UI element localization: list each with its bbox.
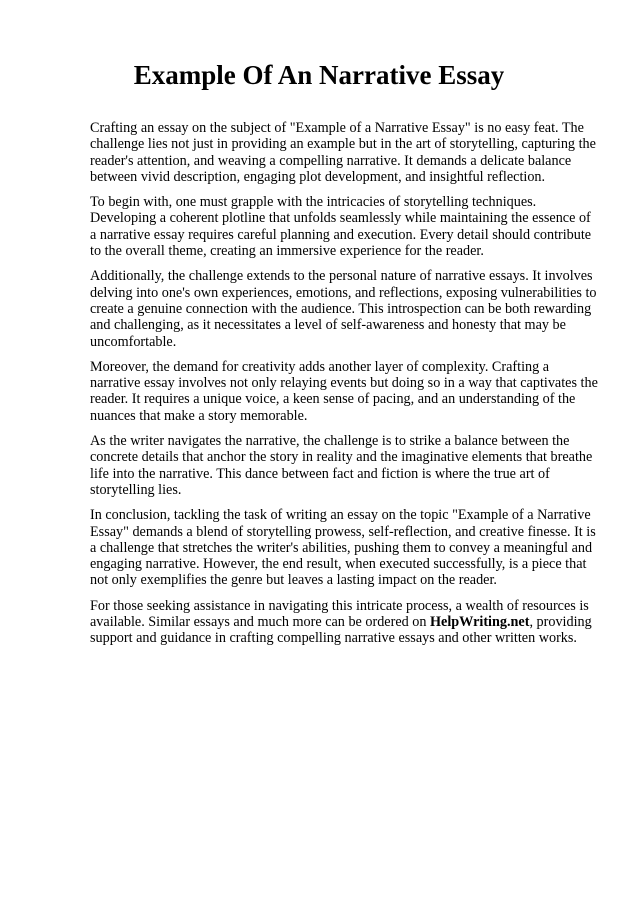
document-body [90,120,598,656]
paragraph-1: Crafting an essay on the subject of "Example of a Narrative Essay" is no easy feat. The challenge lies not just in providing an example but in the art of storytelling, capturing the reader's attention, and weaving a compelling narrative. It demands a delicate balance between vivid description, engaging plot development, and insightful reflection. [90,120,596,185]
paragraph-7-text-before: For those seeking assistance in navigating this intricate process, a wealth of resources is available. Similar essays and much more can be ordered on [90,597,589,631]
paragraph-7 [90,598,598,647]
paragraph-6: In conclusion, tackling the task of writing an essay on the topic "Example of a Narrative Essay" demands a blend of storytelling prowess, self-reflection, and creative finesse. It is a challenge that stretches the writer's abilities, pushing them to convey a meaningful and engaging narrative. However, the end result, when executed successfully, is a piece that not only exemplifies the genre but leaves a lasting impact on the reader. [90,507,596,589]
paragraph-4: Moreover, the demand for creativity adds another layer of complexity. Crafting a narrative essay involves not only relaying events but doing so in a way that captivates the reader. It requires a unique voice, a keen sense of pacing, and an understanding of the nuances that make a story memorable. [90,358,598,424]
paragraph-2: To begin with, one must grapple with the intricacies of storytelling techniques. Developing a coherent plotline that unfolds seamlessly while maintaining the essence of a narrative essay requires careful planning and execution. Every detail should contribute to the overall theme, creating an immersive experience for the reader. [90,194,592,260]
paragraph-7-text-after: , providing support and guidance in crafting compelling narrative essays and other written works. [90,614,592,647]
paragraph-5: As the writer navigates the narrative, the challenge is to strike a balance between the concrete details that anchor the story in reality and the imaginative elements that breathe life into the narrative. This dance between fact and fiction is where the true art of storytelling lies. [90,433,593,498]
paragraph-3: Additionally, the challenge extends to the personal nature of narrative essays. It involves delving into one's own experiences, emotions, and reflections, exposing vulnerabilities to create a genuine connection with the audience. This introspection can be both rewarding and challenging, as it necessitates a level of self-awareness and honesty that may be uncomfortable. [90,268,597,350]
helpwriting-link-text: HelpWriting.net [430,614,530,631]
document-title: Example Of An Narrative Essay [133,60,505,90]
